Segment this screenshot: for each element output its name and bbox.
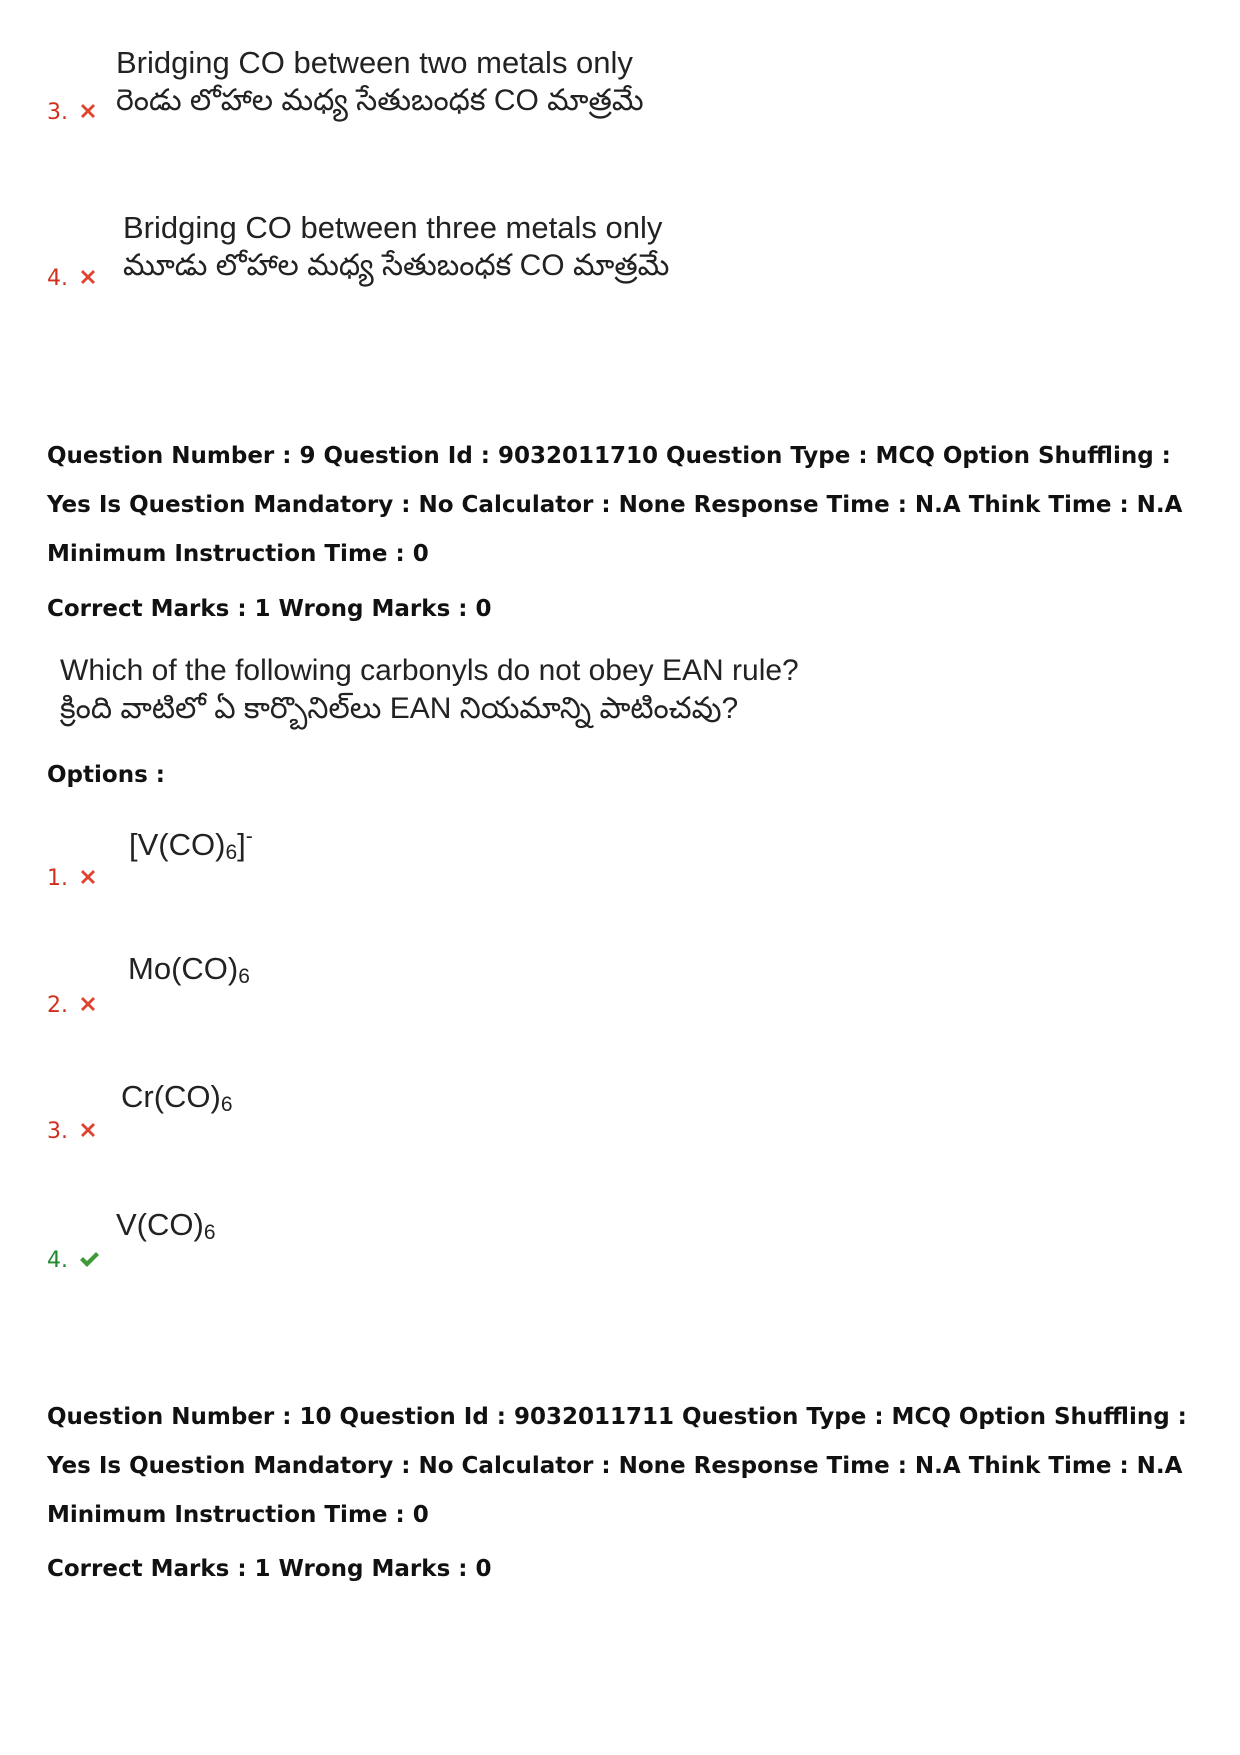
question-text-telugu: క్రింది వాటిలో ఏ కార్బొనిల్‌లు EAN నియమాన్ని పాటించవు? — [60, 692, 739, 725]
formula-subscript: 6 — [225, 841, 238, 864]
formula-base: [V(CO) — [129, 827, 226, 862]
cross-mark-icon — [77, 993, 99, 1015]
cross-mark-icon — [77, 1119, 99, 1141]
option-text-english: Bridging CO between two metals only — [116, 45, 633, 80]
option-text-english: Bridging CO between three metals only — [123, 210, 663, 245]
option-4-formula — [116, 1206, 216, 1252]
options-label: Options : — [47, 762, 165, 788]
option-number: 4. — [47, 1248, 68, 1273]
question-10-marks: Correct Marks : 1 Wrong Marks : 0 — [47, 1556, 492, 1582]
formula-base: V(CO) — [116, 1207, 204, 1242]
question-10-meta: Question Number : 10 Question Id : 9032011711 Question Type : MCQ Option Shuffling : Yes Is Question Mandatory : No Calculator : None Response Time : N.A Think Time : N.A Minimum Instruction Time : 0 — [47, 1404, 1187, 1528]
formula-tail: ] — [237, 827, 246, 862]
option-number: 4. — [47, 266, 68, 291]
check-mark-icon — [77, 1248, 101, 1270]
formula-subscript: 6 — [203, 1221, 216, 1244]
option-number: 3. — [47, 1119, 68, 1144]
question-9-marks: Correct Marks : 1 Wrong Marks : 0 — [47, 596, 492, 622]
option-number: 2. — [47, 993, 68, 1018]
option-number: 3. — [47, 100, 68, 125]
option-text-telugu: మూడు లోహాల మధ్య సేతుబంధక CO మాత్రమే — [123, 249, 670, 282]
question-9-text — [60, 652, 799, 728]
option-2-formula — [128, 950, 250, 996]
question-9-meta: Question Number : 9 Question Id : 9032011710 Question Type : MCQ Option Shuffling : Yes Is Question Mandatory : No Calculator : None Response Time : N.A Think Time : N.A Minimum Instruction Time : 0 — [47, 443, 1183, 567]
question-text-english: Which of the following carbonyls do not obey EAN rule? — [60, 654, 799, 687]
formula-base: Mo(CO) — [128, 951, 239, 986]
option-1-formula — [129, 818, 253, 872]
prev-option-3-text — [116, 44, 644, 120]
prev-option-4-text — [123, 209, 669, 285]
option-3-formula — [121, 1078, 233, 1124]
formula-subscript: 6 — [238, 965, 250, 988]
option-number: 1. — [47, 866, 68, 891]
cross-mark-icon — [77, 100, 99, 122]
cross-mark-icon — [77, 266, 99, 288]
formula-charge: - — [245, 825, 253, 848]
option-text-telugu: రెండు లోహాల మధ్య సేతుబంధక CO మాత్రమే — [116, 84, 644, 117]
formula-subscript: 6 — [220, 1093, 233, 1116]
cross-mark-icon — [77, 866, 99, 888]
formula-base: Cr(CO) — [121, 1079, 221, 1114]
